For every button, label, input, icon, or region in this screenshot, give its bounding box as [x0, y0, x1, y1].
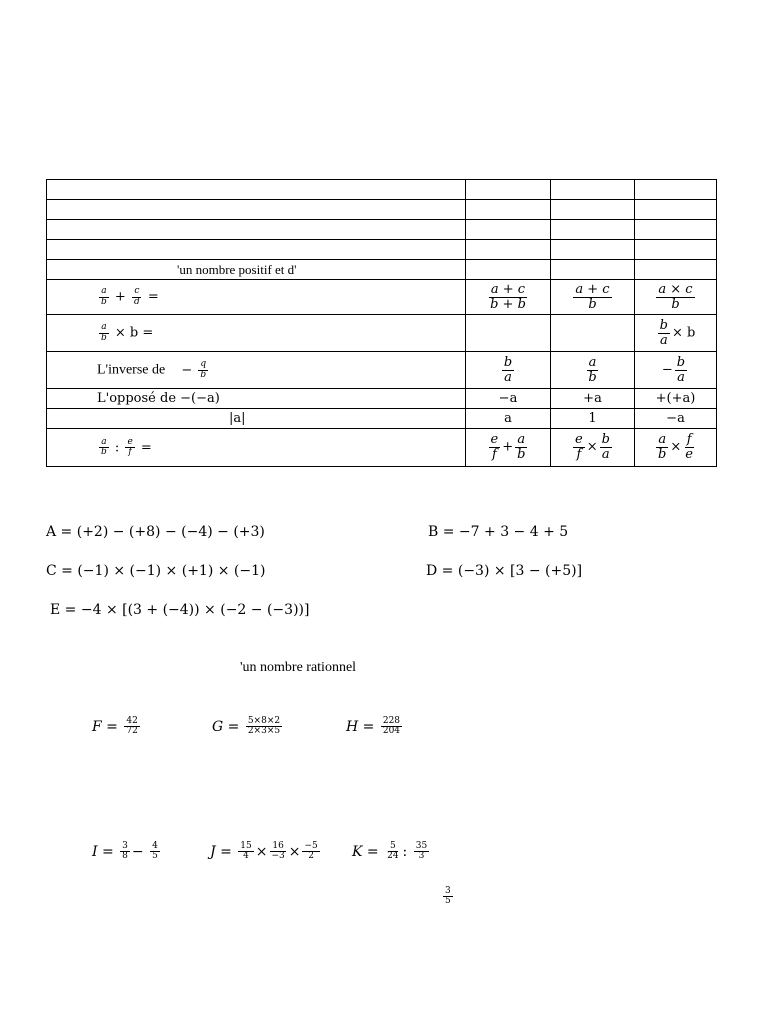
question-sum-fractions: $\frac{a}{b}$ + $\frac{c}{d}$ = — [47, 280, 466, 315]
table-row — [47, 180, 717, 200]
table-row — [47, 352, 717, 389]
expression-c: C = (−1) × (−1) × (+1) × (−1) — [46, 563, 266, 579]
table-row — [47, 240, 717, 260]
answer-cell[interactable]: $\frac{a}{b}$ × $\frac{f}{e}$ — [635, 429, 717, 467]
answer-cell[interactable]: 1 — [551, 409, 635, 429]
expression-e: E = −4 × [(3 + (−4)) × (−2 − (−3))] — [50, 602, 310, 618]
answer-cell[interactable]: $\frac{a + c}{b}$ — [551, 280, 635, 315]
section-heading: 'un nombre rationnel — [240, 660, 357, 675]
expression-d: D = (−3) × [3 − (+5)] — [426, 563, 583, 579]
answer-cell[interactable]: $\frac{e}{f}$ × $\frac{b}{a}$ — [551, 429, 635, 467]
table-row — [47, 220, 717, 240]
table-row — [47, 280, 717, 315]
table-row — [47, 315, 717, 352]
answer-cell[interactable] — [466, 315, 551, 352]
expression-i: I = $\frac{3}{8}$ − $\frac{4}{5}$ — [92, 841, 158, 862]
expression-k: K = $\frac{5}{24}$ : $\frac{35}{3}$ — [352, 841, 428, 862]
expression-b: B = −7 + 3 − 4 + 5 — [428, 524, 569, 540]
answer-cell[interactable]: +(+a) — [635, 389, 717, 409]
answer-cell[interactable]: $\frac{b}{a}$ × b — [635, 315, 717, 352]
table-row — [47, 429, 717, 467]
answer-cell[interactable]: $\frac{b}{a}$ — [466, 352, 551, 389]
fraction-g: G = $\frac{5\times 8\times 2}{2\times 3\times 5}$ — [212, 716, 281, 737]
answer-cell[interactable]: $\frac{a}{b}$ — [551, 352, 635, 389]
answer-cell[interactable]: $\frac{a \times c}{b}$ — [635, 280, 717, 315]
fraction-f: F = $\frac{42}{72}$ — [92, 716, 138, 737]
answer-cell[interactable]: $\frac{e}{f}$ + $\frac{a}{b}$ — [466, 429, 551, 467]
answer-cell[interactable]: +a — [551, 389, 635, 409]
expression-j: J = $\frac{15}{4}$ × $\frac{16}{-3}$ × $\frac{-5}{2}$ — [210, 841, 318, 862]
answer-cell[interactable] — [551, 315, 635, 352]
question-absolute-value: |a| — [47, 409, 466, 429]
table-row — [47, 409, 717, 429]
answer-cell[interactable]: $\frac{a + c}{b + b}$ — [466, 280, 551, 315]
fraction-h: H = $\frac{228}{204}$ — [346, 716, 401, 737]
question-inverse: L'inverse de − $\frac{q}{b}$ — [47, 352, 466, 389]
table-row — [47, 200, 717, 220]
answer-cell[interactable]: −a — [635, 409, 717, 429]
answer-cell[interactable]: −a — [466, 389, 551, 409]
answer-cell[interactable]: − $\frac{b}{a}$ — [635, 352, 717, 389]
question-product: $\frac{a}{b}$ × b = — [47, 315, 466, 352]
answer-cell[interactable]: a — [466, 409, 551, 429]
question-opposite: L'opposé de −(−a) — [47, 389, 466, 409]
table-row — [47, 389, 717, 409]
question-division: $\frac{a}{b}$ : $\frac{e}{f}$ = — [47, 429, 466, 467]
row-text: 'un nombre positif et d' — [47, 260, 466, 280]
mcq-table — [46, 179, 717, 467]
fraction-three-fifths: $\frac{3}{5}$ — [445, 886, 451, 907]
table-row — [47, 260, 717, 280]
expression-a: A = (+2) − (+8) − (−4) − (+3) — [46, 524, 265, 540]
